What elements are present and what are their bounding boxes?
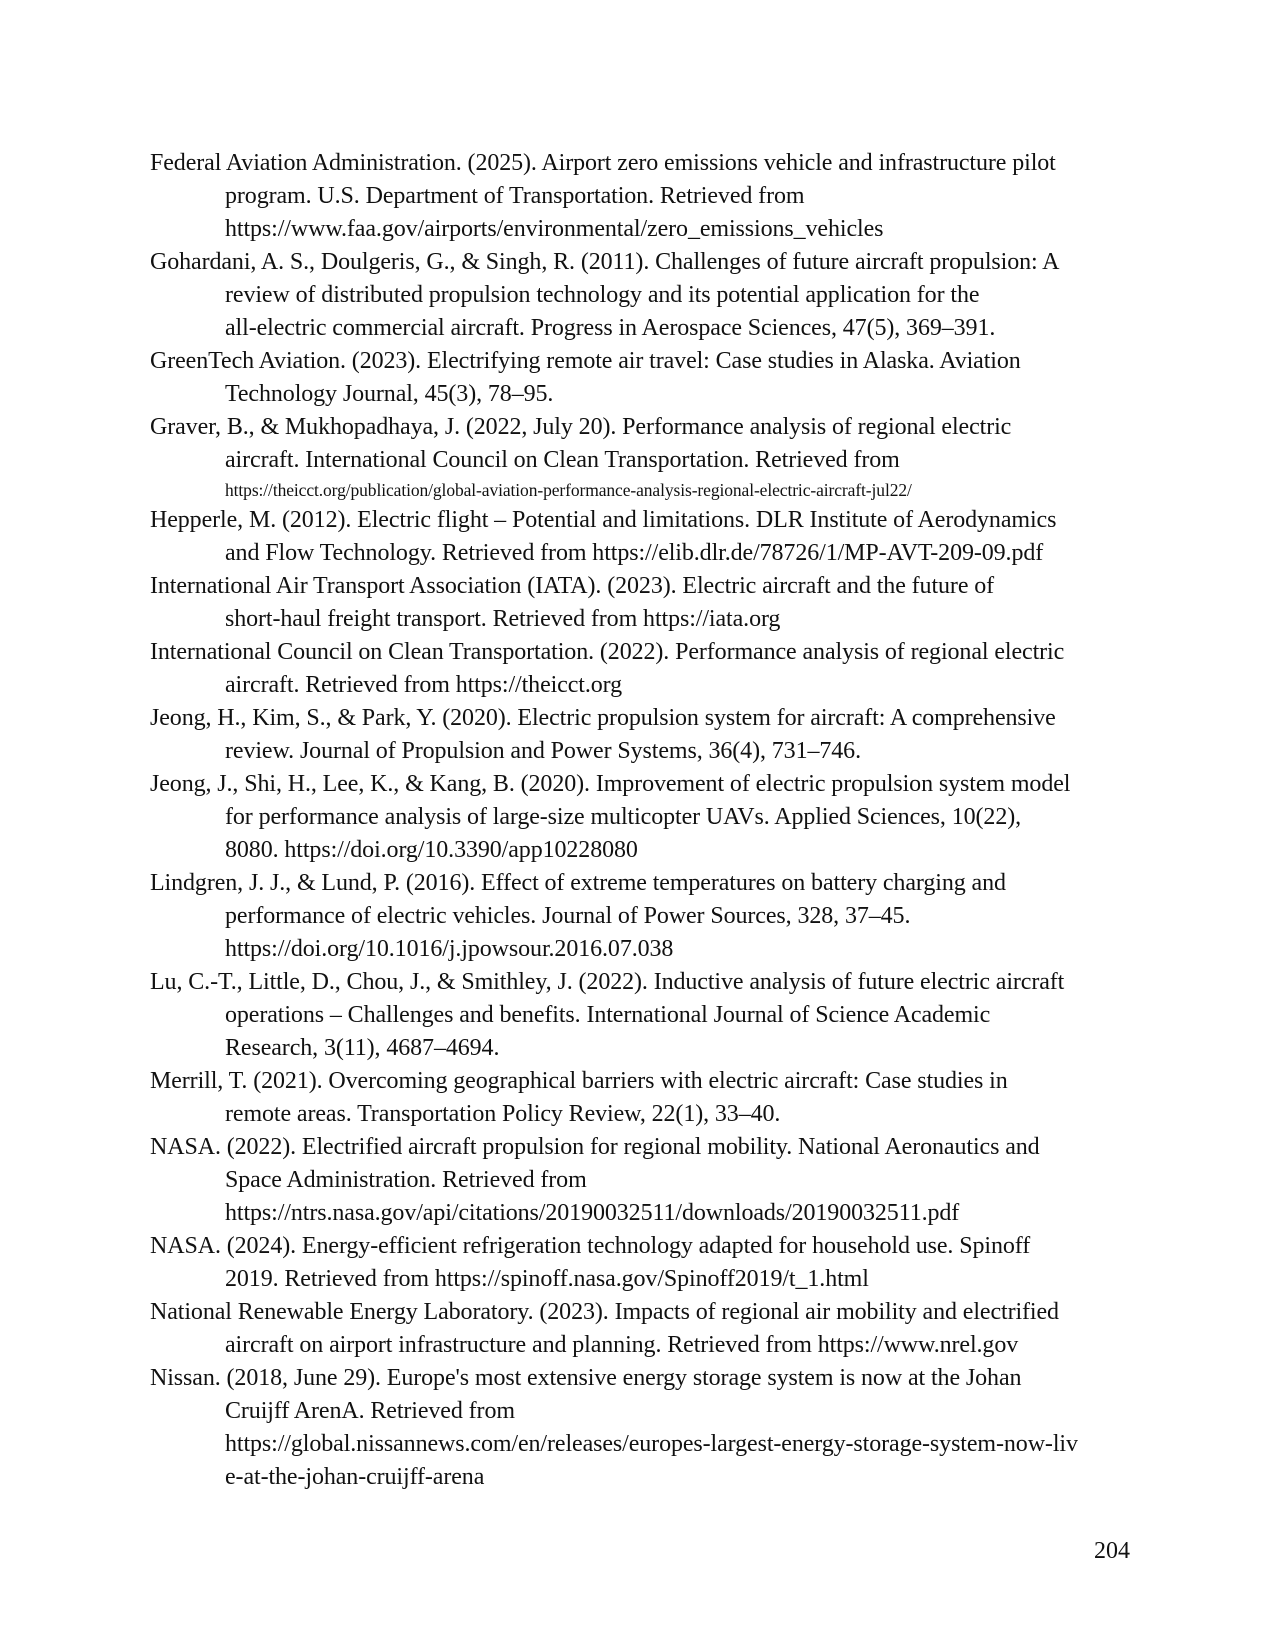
reference-entry (150, 768, 1130, 867)
reference-continuation-line: 2019. Retrieved from https://spinoff.nasa.gov/Spinoff2019/t_1.html (225, 1266, 869, 1292)
reference-continuation-line: Technology Journal, 45(3), 78–95. (225, 381, 554, 407)
reference-first-line: Jeong, H., Kim, S., & Park, Y. (2020). Electric propulsion system for aircraft: A comprehensive (150, 705, 1056, 731)
reference-continuation-line: https://theicct.org/publication/global-aviation-performance-analysis-regional-electric-aircraft-jul22/ (225, 480, 912, 500)
reference-first-line: Graver, B., & Mukhopadhaya, J. (2022, July 20). Performance analysis of regional electric (150, 414, 1012, 440)
reference-continuation-line: operations – Challenges and benefits. International Journal of Science Academic (225, 1002, 991, 1028)
reference-entry (150, 345, 1130, 411)
reference-first-line: International Council on Clean Transportation. (2022). Performance analysis of regional electric (150, 639, 1065, 665)
reference-entry (150, 246, 1130, 345)
reference-first-line: NASA. (2022). Electrified aircraft propulsion for regional mobility. National Aeronautics and (150, 1134, 1040, 1160)
reference-continuation-line: program. U.S. Department of Transportation. Retrieved from (225, 183, 805, 209)
reference-continuation-line: for performance analysis of large-size multicopter UAVs. Applied Sciences, 10(22), (225, 804, 1022, 830)
reference-first-line: Federal Aviation Administration. (2025). Airport zero emissions vehicle and infrastructure pilot (150, 150, 1056, 176)
reference-continuation-line: remote areas. Transportation Policy Review, 22(1), 33–40. (225, 1101, 781, 1127)
reference-entry (150, 147, 1130, 246)
reference-continuation-line: https://www.faa.gov/airports/environmental/zero_emissions_vehicles (225, 216, 884, 242)
reference-first-line: Lindgren, J. J., & Lund, P. (2016). Effect of extreme temperatures on battery charging and (150, 870, 1006, 896)
reference-entry (150, 570, 1130, 636)
reference-entry (150, 1065, 1130, 1131)
reference-continuation-line: https://doi.org/10.1016/j.jpowsour.2016.07.038 (225, 936, 674, 962)
reference-entry (150, 411, 1130, 504)
reference-first-line: International Air Transport Association (IATA). (2023). Electric aircraft and the future of (150, 573, 995, 599)
reference-continuation-line: aircraft. International Council on Clean Transportation. Retrieved from (225, 447, 900, 473)
reference-continuation-line: review of distributed propulsion technology and its potential application for the (225, 282, 980, 308)
reference-entry (150, 1362, 1130, 1494)
reference-entry (150, 702, 1130, 768)
reference-continuation-line: Cruijff ArenA. Retrieved from (225, 1398, 515, 1424)
reference-continuation-line: 8080. https://doi.org/10.3390/app10228080 (225, 837, 638, 863)
reference-first-line: GreenTech Aviation. (2023). Electrifying remote air travel: Case studies in Alaska. Aviation (150, 348, 1021, 374)
reference-continuation-line: aircraft. Retrieved from https://theicct.org (225, 672, 623, 698)
page-number: 204 (1094, 1538, 1130, 1564)
reference-entry (150, 636, 1130, 702)
reference-entry (150, 1131, 1130, 1230)
reference-continuation-line: performance of electric vehicles. Journal of Power Sources, 328, 37–45. (225, 903, 911, 929)
reference-entry (150, 966, 1130, 1065)
reference-continuation-line: Research, 3(11), 4687–4694. (225, 1035, 500, 1061)
reference-entry (150, 1296, 1130, 1362)
reference-continuation-line: https://global.nissannews.com/en/releases/europes-largest-energy-storage-system-now-liv (225, 1431, 1078, 1457)
reference-first-line: Merrill, T. (2021). Overcoming geographical barriers with electric aircraft: Case studies in (150, 1068, 1008, 1094)
reference-list (150, 147, 1130, 1494)
reference-continuation-line: and Flow Technology. Retrieved from https://elib.dlr.de/78726/1/MP-AVT-209-09.pdf (225, 540, 1044, 566)
reference-first-line: Hepperle, M. (2012). Electric flight – Potential and limitations. DLR Institute of Aerodynamics (150, 507, 1057, 533)
reference-first-line: Jeong, J., Shi, H., Lee, K., & Kang, B. (2020). Improvement of electric propulsion system model (150, 771, 1071, 797)
reference-continuation-line: review. Journal of Propulsion and Power Systems, 36(4), 731–746. (225, 738, 861, 764)
reference-first-line: National Renewable Energy Laboratory. (2023). Impacts of regional air mobility and electrified (150, 1299, 1059, 1325)
reference-entry (150, 1230, 1130, 1296)
reference-first-line: Nissan. (2018, June 29). Europe's most extensive energy storage system is now at the Johan (150, 1365, 1022, 1391)
reference-first-line: Gohardani, A. S., Doulgeris, G., & Singh, R. (2011). Challenges of future aircraft propulsion: A (150, 249, 1060, 275)
reference-first-line: NASA. (2024). Energy-efficient refrigeration technology adapted for household use. Spinoff (150, 1233, 1031, 1259)
reference-continuation-line: Space Administration. Retrieved from (225, 1167, 587, 1193)
reference-continuation-line: short-haul freight transport. Retrieved from https://iata.org (225, 606, 781, 632)
reference-continuation-line: all-electric commercial aircraft. Progress in Aerospace Sciences, 47(5), 369–391. (225, 315, 996, 341)
reference-entry (150, 504, 1130, 570)
reference-continuation-line: aircraft on airport infrastructure and planning. Retrieved from https://www.nrel.gov (225, 1332, 1019, 1358)
reference-continuation-line: https://ntrs.nasa.gov/api/citations/20190032511/downloads/20190032511.pdf (225, 1200, 960, 1226)
reference-continuation-line: e-at-the-johan-cruijff-arena (225, 1464, 485, 1490)
reference-first-line: Lu, C.-T., Little, D., Chou, J., & Smithley, J. (2022). Inductive analysis of future electric aircraft (150, 969, 1065, 995)
reference-entry (150, 867, 1130, 966)
